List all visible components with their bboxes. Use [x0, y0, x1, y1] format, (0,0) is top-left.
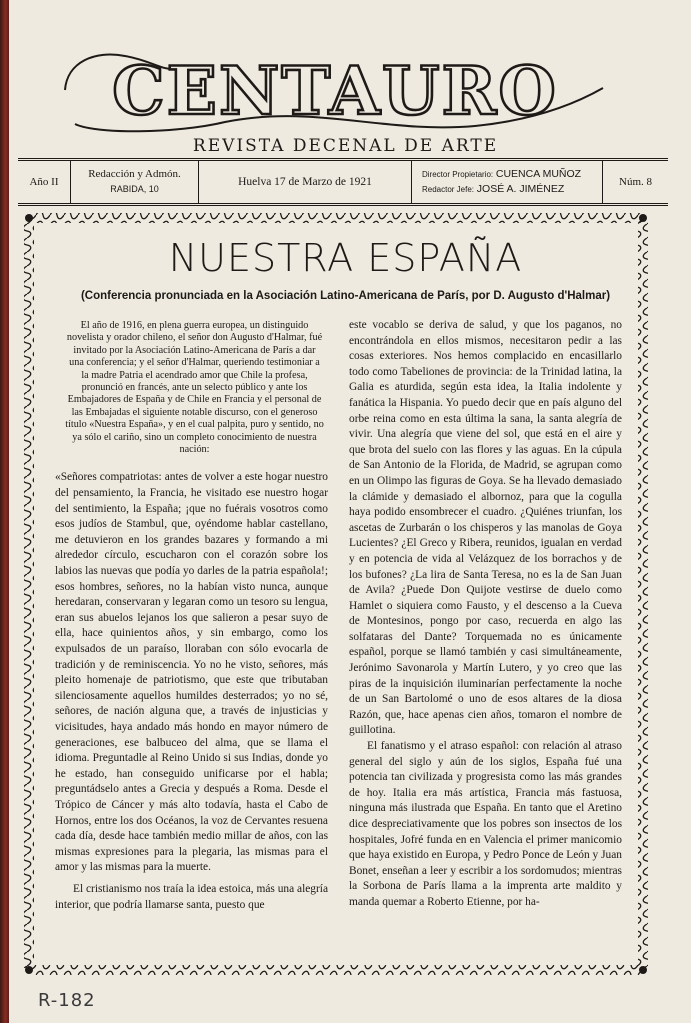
info-bar [18, 158, 668, 206]
issue-number: Núm. 8 [619, 175, 652, 188]
redaccion-label: Redacción y Admón. [88, 168, 181, 180]
handwritten-shelf-mark: R-182 [38, 990, 96, 1011]
masthead-subtitle: REVISTA DECENAL DE ARTE [192, 136, 499, 156]
issue-date: Huelva 17 de Marzo de 1921 [238, 175, 372, 188]
redaccion-address: RABIDA, 10 [110, 184, 159, 194]
director-label: Director Propietario: [422, 170, 494, 179]
masthead-logo [55, 42, 615, 137]
issue-year: Año II [29, 175, 59, 188]
article-column-right [349, 318, 622, 911]
article-paragraph: este vocablo se deriva de salud, y que los paganos, no encontrándola en ellos mismos, necesitaron pedir a las cosas exteriores. Nos hemos complacido en encasillarlo todo como Tabeliones de provincia: de la Trinidad latina, la Galia es aturdida, según esta idea, la Italia indolente y fanática la Hispania. Yo puedo decir que en país alguno del orbe reina como en esta última la sana, la santa alegría de vivir. Una alegría que viene del sol, que está en el aire y que brota del suelo con las flores y las aguas. En la cúpula de San Antonio de la Florida, de Madrid, se agrupan como en un Olimpo las figuras de Goya. Se ha llevado demasiado la clámide y demasiado el albornoz, para que la cogulla haya podido ensombrecer el cuadro. ¿Quiénes triunfan, los ascetas de Zurbarán o los chisperos y las manolas de Goya Lucientes? ¿El Greco y Ribera, reunidos, igualan en verdad y en potencia de vida al Velázquez de los borrachos y de los bufones? ¿La lira de Santa Teresa, no es la de San Juan de Avila? ¿Puede Don Quijote vestirse de duelo como Hamlet o siquiera como Fausto, y el descenso a la Cueva de Montesinos, pongo por caso, recuerda en algo las solfataras del Dante? Torquemada no es únicamente español, porque se llamó también y casi simultáneamente, Jerónimo Savonarola y Martín Lutero, y yo creo que las piras de la inquisición iluminarían perfectamente la noche de un San Bartolomé o uno de esos altares de la diosa Razón, que, hace apenas cien años, tomaron el nombre de guillotina. [349, 319, 622, 737]
redactor-label: Redactor Jefe: [422, 185, 475, 194]
director-name: CUENCA MUÑOZ [495, 168, 582, 180]
staff-info [412, 163, 602, 201]
redaccion-info [71, 163, 198, 201]
article-column-left [55, 320, 328, 913]
article-paragraph: El fanatismo y el atraso español: con relación al atraso general del siglo y aún de los siglos, España fué una potencia tan civilizada y progresista como las más grandes de hoy. Italia era más artística, Francia más fastuosa, ninguna más ilustrada que España. En tanto que el Aretino dice despreciativamente que los pobres son insectos de los hospitales, Jofré funda en en Valencia el primer manicomio que haya existido en Europa, y Pedro Ponce de León y Juan Bonet, enseñan a leer y escribir a los sordomudos; mientras la Sorbona de París llama a la imprenta arte maldito y manda quemar a Roberto Etienne, por ha- [349, 740, 622, 908]
article-deck: (Conferencia pronunciada en la Asociación Latino-Americana de París, por D. Augusto d'Halmar) [80, 290, 611, 302]
article-paragraph: «Señores compatriotas: antes de volver a este hogar nuestro del pensamiento, la Francia, he visitado ese nuestro hogar del sentimiento, la España; ¡que no fuérais vosotros como esos judíos de Stambul, que, oyéndome hablar castellano, me detuvieron en los grandes bazares y formando a mi alrededor círculo, escucharon con el corazón sobre los labios las nuevas que podía yo darles de la patria española!; esos hombres, señores, no la habían visto nunca, aunque heredaran, conservaran y legaran como un tesoro su lengua, eran sus abuelos lejanos los que salieron a pesar suyo de ella, hace quinientos años, y sin embargo, como los expulsados de un paraíso, lloraban con sólo evocarla de tradición y de reminiscencia. Yo no he visto, señores, más pleito homenaje de patriotismo, que este que tributaban silenciosamente aquellos humildes desterrados; yo no sé, señores, de nación alguna que, a través de injusticias y vicisitudes, haya andado más hondo en mayor número de generaciones, ese balbuceo del alma, que se llama el idioma. Preguntadle al Reino Unido si sus Indias, donde yo he estado, han conseguido unificarse por el habla; preguntádselo antes a Grecia y después a Roma. Desde el Trópico de Cáncer y más alto todavía, hasta el Cabo de Hornos, entre los dos Océanos, la voz de Cervantes resuena cada día, desde hace también medio millar de años, con las mismas expresiones para la plegaria, las mismas para el amor y las mismas para la muerte. [55, 471, 328, 874]
article-intro: El año de 1916, en plena guerra europea, un distinguido novelista y orador chileno, el señor don Augusto d'Halmar, fué invitado por la Asociación Latino-Americana de París a dar una conferencia; y el señor d'Halmar, queriendo testimoniar a la madre Patria el acendrado amor que Chile la profesa, pronunció en francés, ante un selecto público y ante los Embajadores de España y de Chile en Francia y el personal de las Embajadas el siguiente notable discurso, con el generoso título «Nuestra España», y en el cual palpita, puro y sentido, no ya sólo el cariño, sino un completo conocimiento de nuestra nación: [65, 320, 324, 456]
svg-text:CENTAURO: CENTAURO [112, 52, 558, 130]
article-title: NUESTRA ESPAÑA [168, 236, 523, 280]
redactor-name: JOSÉ A. JIMÉNEZ [476, 183, 565, 195]
article-paragraph: El cristianismo nos traía la idea estoica, más una alegría interior, que podría llamarse santa, puesto que [55, 882, 328, 911]
